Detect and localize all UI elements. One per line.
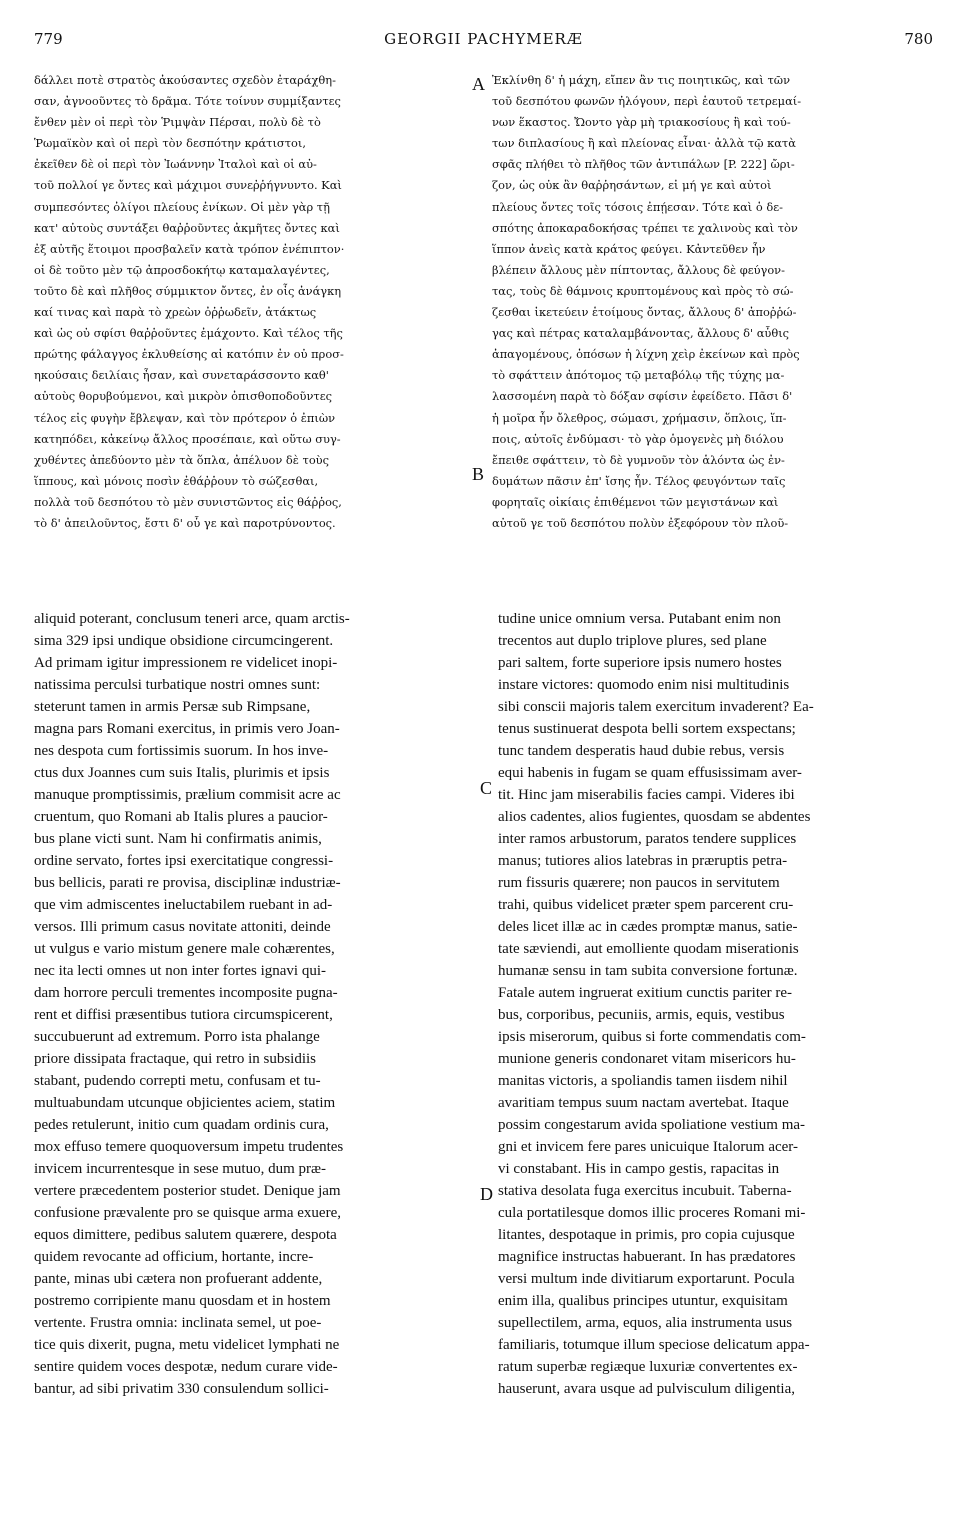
text-line: humanæ sensu in tam subita conversione fortunæ.: [498, 963, 798, 979]
text-line: τοῦ πολλοί γε ὄντες καὶ μάχιμοι συνεῤῥήγνυντο. Καὶ: [34, 178, 342, 193]
text-line: natissima perculsi turbatique nostri omnes sunt:: [34, 677, 321, 693]
text-line: aliquid poterant, conclusum teneri arce, quam arctis-: [34, 611, 350, 627]
text-line: γας καὶ πέτρας καταλαμβάνοντας, ἄλλους δ' αὖθις: [492, 326, 790, 341]
text-line: ἵππον ἀνεὶς κατὰ κράτος φεύγει. Κἀντεῦθεν ἦν: [492, 241, 766, 256]
section-marker-b: B: [472, 464, 485, 484]
text-line: gni et invicem fere pares unicuique Italorum acer-: [498, 1139, 798, 1155]
text-line: sentire quidem voces despotæ, nedum curare vide-: [34, 1359, 338, 1375]
text-line: bantur, ad sibi privatim 330 consulendum sollici-: [34, 1381, 329, 1397]
running-title: GEORGII PACHYMERÆ: [384, 30, 583, 48]
text-line: succubuerunt ad extremum. Porro ista phalange: [34, 1029, 320, 1045]
text-line: bus plane victi sunt. Nam hi confirmatis animis,: [34, 831, 322, 847]
text-line: ηκούσαις δειλίαις ἦσαν, καὶ συνεταράσσοντο καθ': [34, 368, 329, 383]
text-line: ctus dux Joannes cum suis Italis, plurimis et ipsis: [34, 765, 330, 781]
text-line: mox effuso temere quoquoversum impetu trudentes: [34, 1139, 344, 1155]
text-line: enim illa, qualibus principes utuntur, exquisitam: [498, 1293, 788, 1309]
text-line: σπότης ἀποκαραδοκήσας τρέπει τε χαλινοὺς καὶ τὸν: [492, 220, 798, 235]
text-line: invicem incurrentesque in sese mutuo, dum præ-: [34, 1161, 327, 1177]
text-line: pante, minas ubi cætera non profuerant addente,: [34, 1271, 323, 1287]
text-line: alios cadentes, alios fugientes, quosdam se abdentes: [498, 809, 811, 825]
text-line: stativa desolata fuga exercitus incubuit. Taberna-: [498, 1183, 792, 1199]
text-line: rum fissuris quærere; non paucos in servitutem: [498, 875, 780, 891]
latin-column-right: [498, 608, 934, 1528]
text-line: κατ' αὐτοὺς συντάξει θαῤῥοῦντες ἀκμῆτες ὄντες καὶ: [34, 220, 340, 235]
text-line: ut vulgus e vario mistum genere male cohærentes,: [34, 941, 335, 957]
text-line: bus, corporibus, pecuniis, armis, equis, vestibus: [498, 1007, 785, 1023]
text-line: αὐτοῦ γε τοῦ δεσπότου πολὺν ἐξεφόρουν τὸν πλοῦ-: [492, 515, 789, 530]
text-line: φορηταῖς οἰκίαις ἐπιθέμενοι τῶν μεγιστάνων καὶ: [492, 494, 779, 509]
text-line: munione generis condonaret vitam misericors hu-: [498, 1051, 796, 1067]
text-line: tit. Hinc jam miserabilis facies campi. Videres ibi: [498, 787, 795, 803]
text-line: magna pars Romani exercitus, in primis vero Joan-: [34, 721, 340, 737]
text-line: τὸ δ' ἀπειλοῦντος, ἔστι δ' οὗ γε καὶ παροτρύνοντος.: [34, 515, 336, 530]
text-line: οἱ δὲ τοῦτο μὲν τῷ ἀπροσδοκήτῳ καταμαλαγέντες,: [34, 262, 330, 277]
greek-column-left: [34, 70, 464, 590]
text-line: σφᾶς πλήθει τὸ πλῆθος τῶν ἀντιπάλων [P. 222] ὤρι-: [492, 157, 795, 172]
text-line: δυμάτων πᾶσιν ἐπ' ἴσης ἦν. Τέλος φευγόντων ταῖς: [492, 473, 786, 488]
text-line: σαν, ἀγνοοῦντες τὸ δρᾶμα. Τότε τοίνυν συμμίξαντες: [34, 94, 341, 109]
text-line: manuque promptissimis, prælium commisit acre ac: [34, 787, 341, 803]
text-line: deles licet illæ ac in cædes promptæ manus, satie-: [498, 919, 798, 935]
text-line: litantes, despotaque in primis, pro copia cujusque: [498, 1227, 795, 1243]
text-line: τέλος εἰς φυγὴν ἔβλεψαν, καὶ τὸν πρότερον ὁ ἐπιὼν: [34, 410, 336, 425]
text-line: tudine unice omnium versa. Putabant enim non: [498, 611, 781, 627]
text-line: tice quis dixerit, pugna, metu videlicet lymphati ne: [34, 1337, 340, 1353]
text-line: πολλὰ τοῦ δεσπότου τὸ μὲν συνιστῶντος εἰς θάῤῥος,: [34, 494, 342, 509]
text-line: cula portatilesque domos illic proceres Romani mi-: [498, 1205, 806, 1221]
text-line: τας, τοὺς δὲ θάμνοις κρυπτομένους καὶ πρὸς τὸ σώ-: [492, 283, 794, 298]
text-line: πρώτης φάλαγγος ἐκλυθείσης αἱ κατόπιν ἐν οὐ προσ-: [34, 347, 344, 362]
text-line: avaritiam tempus suum nactam avertebat. Itaque: [498, 1095, 789, 1111]
text-line: inter ramos arbustorum, paratos tendere supplices: [498, 831, 797, 847]
text-line: ipsis miserorum, quibus si forte commendatis com-: [498, 1029, 806, 1045]
text-line: ἀπαγομένους, ὁπόσων ἡ λίχνη χεὶρ ἐκείνων καὶ πρὸς: [492, 347, 800, 362]
text-line: καὶ ὡς οὐ σφίσι θαῤῥοῦντες ἐμάχοντο. Καὶ τέλος τῆς: [34, 326, 343, 341]
text-line: αὑτοὺς θορυβούμενοι, καὶ μικρὸν ὀπισθοποδοῦντες: [34, 389, 332, 404]
text-line: νων ἕκαστος. Ὤοντο γὰρ μὴ τριακοσίους ἢ καὶ τού-: [492, 115, 791, 130]
text-line: κατηπόδει, κἀκείνῳ ἄλλος προσέπαιε, καὶ οὕτω συγ-: [34, 431, 341, 446]
text-line: multuabundam utcunque objicientes aciem, statim: [34, 1095, 336, 1111]
text-line: pedes retulerunt, initio cum quadam ordinis cura,: [34, 1117, 329, 1133]
text-line: πλείους ὄντες τοῖς τόσοις ἐπῄεσαν. Τότε καὶ ὁ δε-: [492, 199, 783, 214]
text-line: Ad primam igitur impressionem re videlicet inopi-: [34, 655, 338, 671]
text-line: pari saltem, forte superiore ipsis numero hostes: [498, 655, 782, 671]
text-line: sibi conscii majoris talem exercitum invaderent? Ea-: [498, 699, 814, 715]
text-line: vertente. Frustra omnia: inclinata semel, ut poe-: [34, 1315, 322, 1331]
section-marker-c: C: [480, 778, 493, 798]
text-line: χυθέντες ἀπεδύοντο μὲν τὰ ὅπλα, ἀπέλυον δὲ τοὺς: [34, 452, 329, 467]
text-line: vertere præcedentem posterior studet. Denique jam: [34, 1183, 341, 1199]
text-line: δάλλει ποτὲ στρατὸς ἀκούσαντες σχεδὸν ἐταράχθη-: [34, 73, 336, 87]
text-line: instare victores: quomodo enim nisi multitudinis: [498, 677, 790, 693]
text-line: hauserunt, avara usque ad pulvisculum diligentia,: [498, 1381, 796, 1397]
text-line: ἐξ αὐτῆς ἕτοιμοι προσβαλεῖν κατὰ τρόπον ἐνέπιπτον·: [34, 241, 345, 256]
text-line: συμπεσόντες ὀλίγοι πλείους ἐνίκων. Οἱ μὲν γὰρ τῇ: [34, 199, 330, 214]
text-line: equos dimittere, pedibus salutem quærere, despota: [34, 1227, 337, 1243]
text-line: rent et diffisi præsentibus tutiora circumspicerent,: [34, 1007, 333, 1023]
text-line: Fatale autem ingruerat exitium cunctis pariter re-: [498, 985, 793, 1001]
text-line: steterunt tamen in armis Persæ sub Rimpsane,: [34, 699, 311, 715]
text-line: trahi, quibus videlicet præter spem parcerent cru-: [498, 897, 794, 913]
text-line: nes despota cum fortissimis suorum. In hos inve-: [34, 743, 329, 759]
text-line: ἐκεῖθεν δὲ οἱ περὶ τὸν Ἰωάννην Ἰταλοὶ καὶ οἱ αὐ-: [34, 157, 317, 172]
text-line: τὸ σφάττειν ἀπότομος τῷ μεταβόλῳ τῆς τύχης μα-: [492, 368, 785, 383]
section-marker-d: D: [480, 1184, 493, 1204]
text-line: καί τινας καὶ παρὰ τὸ χρεὼν ὀῤῥωδεῖν, ἀτάκτως: [34, 305, 317, 320]
text-line: ποις, αὐτοῖς ἐνδύμασι· τὸ γὰρ ὁμογενὲς μὴ διόλου: [492, 431, 784, 446]
text-line: Ἐκλίνθη δ' ἡ μάχη, εἴπεν ἂν τις ποιητικῶς, καὶ τῶν: [492, 73, 791, 87]
text-line: magnifice instructas habuerant. In has prædatores: [498, 1249, 796, 1265]
text-line: tunc tandem desperatis haud dubie rebus, versis: [498, 743, 785, 759]
text-line: Ῥωμαϊκὸν καὶ οἱ περὶ τὸν δεσπότην κράτιστοι,: [34, 136, 306, 151]
left-page-number: 779: [34, 30, 63, 48]
text-line: supellectilem, arma, equos, alia instrumenta usus: [498, 1315, 793, 1331]
text-line: bus bellicis, parati re provisa, disciplinæ industriæ-: [34, 875, 341, 891]
text-line: tenus sustinuerat despota belli sortem exspectans;: [498, 721, 796, 737]
text-line: confusione prævalente pro se quisque arma exuere,: [34, 1205, 341, 1221]
text-line: nec ita lecti omnes ut non inter fortes ignavi qui-: [34, 963, 327, 979]
text-line: ἡ μοῖρα ἦν ὄλεθρος, σώμασι, χρήμασιν, ὅπλοις, ἵπ-: [492, 410, 787, 425]
text-line: versi multum inde divitiarum exportarunt. Pocula: [498, 1271, 795, 1287]
text-line: ratum superbæ regiæque luxuriæ convertentes ex-: [498, 1359, 798, 1375]
right-page-number: 780: [904, 30, 933, 48]
text-line: tate sæviendi, aut emolliente quodam miserationis: [498, 941, 799, 957]
text-line: manitas victoris, a spoliandis tamen iisdem nihil: [498, 1073, 788, 1089]
text-line: ἵππους, καὶ μόνοις ποσὶν ἐθάῤῥουν τὸ σώζεσθαι,: [34, 473, 319, 488]
text-line: vi constabant. His in campo gestis, rapacitas in: [498, 1161, 780, 1177]
text-line: ζον, ὡς οὐκ ἂν θαῤῥησάντων, εἰ μή γε καὶ αὐτοὶ: [492, 178, 772, 193]
section-marker-a: A: [472, 74, 485, 94]
text-line: manus; tutiores alios latebras in præruptis petra-: [498, 853, 788, 869]
text-line: trecentos aut duplo triplove plures, sed plane: [498, 633, 767, 649]
text-line: versos. Illi primum casus novitate attoniti, deinde: [34, 919, 331, 935]
text-line: ordine servato, fortes ipsi exercitatique congressi-: [34, 853, 334, 869]
text-line: postremo corripiente manu quosdam et in hostem: [34, 1293, 331, 1309]
text-line: τοῦτο δὲ καὶ πλῆθος σύμμικτον ὄντες, ἐν οἷς ἀνάγκη: [34, 283, 342, 298]
text-line: familiaris, totumque illum speciose delicatum appa-: [498, 1337, 810, 1353]
text-line: que vim admiscentes ineluctabilem ruebant in ad-: [34, 897, 333, 913]
page-header: [34, 30, 933, 54]
text-line: ζεσθαι ἱκετεύειν ἑτοίμους ὄντας, ἄλλους δ' ἀποῤῥώ-: [492, 305, 797, 320]
text-line: ἔνθεν μὲν οἱ περὶ τὸν Ῥιμψὰν Πέρσαι, πολὺ δὲ τὸ: [34, 115, 321, 130]
text-line: λασσομένη παρὰ τὸ δόξαν σφίσιν ἐφείδετο. Πᾶσι δ': [492, 389, 793, 404]
text-line: priore dissipata fractaque, qui retro in subsidiis: [34, 1051, 317, 1067]
text-line: βλέπειν ἄλλους μὲν πίπτοντας, ἄλλους δὲ φεύγον-: [492, 262, 785, 277]
text-line: dam horrore perculi trementes incomposite pugna-: [34, 985, 338, 1001]
text-line: τοῦ δεσπότου φωνῶν ἠλόγουν, περὶ ἑαυτοῦ τετρεμαί-: [492, 94, 802, 109]
text-line: cruentum, quo Romani ab Italis plures a paucior-: [34, 809, 328, 825]
text-line: ἔπειθε σφάττειν, τὸ δὲ γυμνοῦν τὸν ἁλόντα ὡς ἐν-: [492, 452, 785, 467]
text-line: sima 329 ipsi undique obsidione circumcingerent.: [34, 633, 334, 649]
text-line: stabant, pudendo correpti metu, confusam et tu-: [34, 1073, 321, 1089]
latin-column-left: [34, 608, 466, 1528]
text-line: equi habenis in fugam se quam effusissimam aver-: [498, 765, 802, 781]
greek-column-right: [492, 70, 932, 590]
text-line: possim congestarum avida spoliatione vestium ma-: [498, 1117, 806, 1133]
text-line: quidem revocante ad officium, hortante, incre-: [34, 1249, 314, 1265]
text-line: των διπλασίους ἢ καὶ πλείονας εἶναι· ἀλλὰ τῷ κατὰ: [492, 136, 796, 151]
